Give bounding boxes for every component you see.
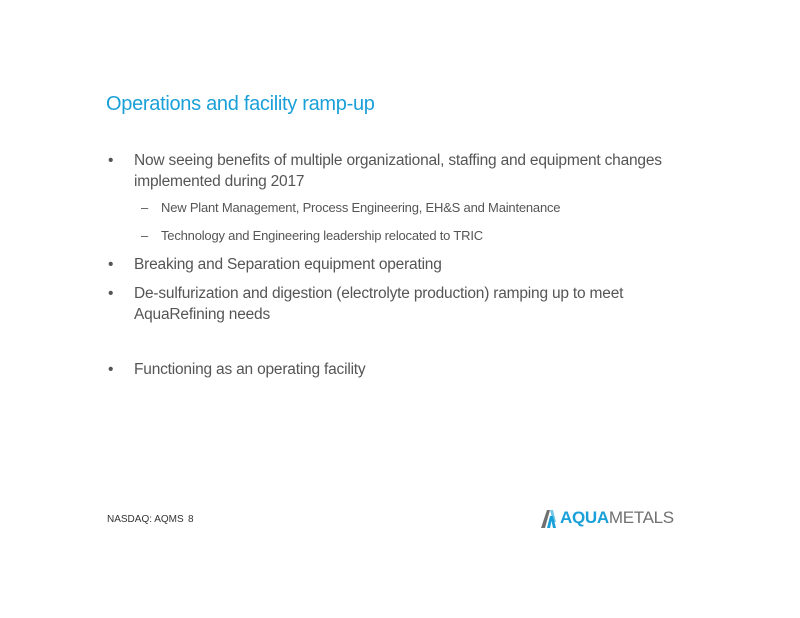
aqua-metals-logo-mark-icon: [540, 508, 557, 528]
slide-title: Operations and facility ramp-up: [106, 93, 375, 115]
bullet-glyph: •: [108, 285, 114, 302]
sub-bullet-text: New Plant Management, Process Engineering, EH&S and Maintenance: [161, 200, 561, 215]
sub-bullet-text: Technology and Engineering leadership relocated to TRIC: [161, 228, 483, 243]
bullet-glyph: •: [108, 256, 114, 273]
bullet-item: [106, 359, 666, 380]
bullet-item: [106, 254, 666, 275]
bullet-glyph: •: [108, 361, 114, 378]
page-number: 8: [188, 514, 194, 525]
bullet-item: [106, 150, 666, 192]
logo-text-rest: METALS: [608, 508, 674, 527]
bullet-list: [106, 150, 666, 380]
sub-bullet-item: [106, 199, 666, 217]
footer-ticker: NASDAQ: AQMS: [107, 514, 184, 525]
sub-bullet-glyph: –: [141, 228, 149, 243]
bullet-text: Breaking and Separation equipment operating: [134, 256, 442, 273]
company-logo: [540, 507, 674, 529]
bullet-glyph: •: [108, 152, 114, 169]
sub-bullet-item: [106, 227, 666, 245]
bullet-text: De-sulfurization and digestion (electrolyte production) ramping up to meet AquaRefining needs: [134, 285, 624, 323]
bullet-item: [106, 283, 666, 325]
bullet-text: Now seeing benefits of multiple organizational, staffing and equipment changes implemented during 2017: [134, 152, 662, 190]
bullet-text: Functioning as an operating facility: [134, 361, 366, 378]
logo-text-accent: AQUA: [560, 508, 609, 527]
sub-bullet-glyph: –: [141, 200, 149, 215]
logo-wordmark: [560, 508, 674, 528]
